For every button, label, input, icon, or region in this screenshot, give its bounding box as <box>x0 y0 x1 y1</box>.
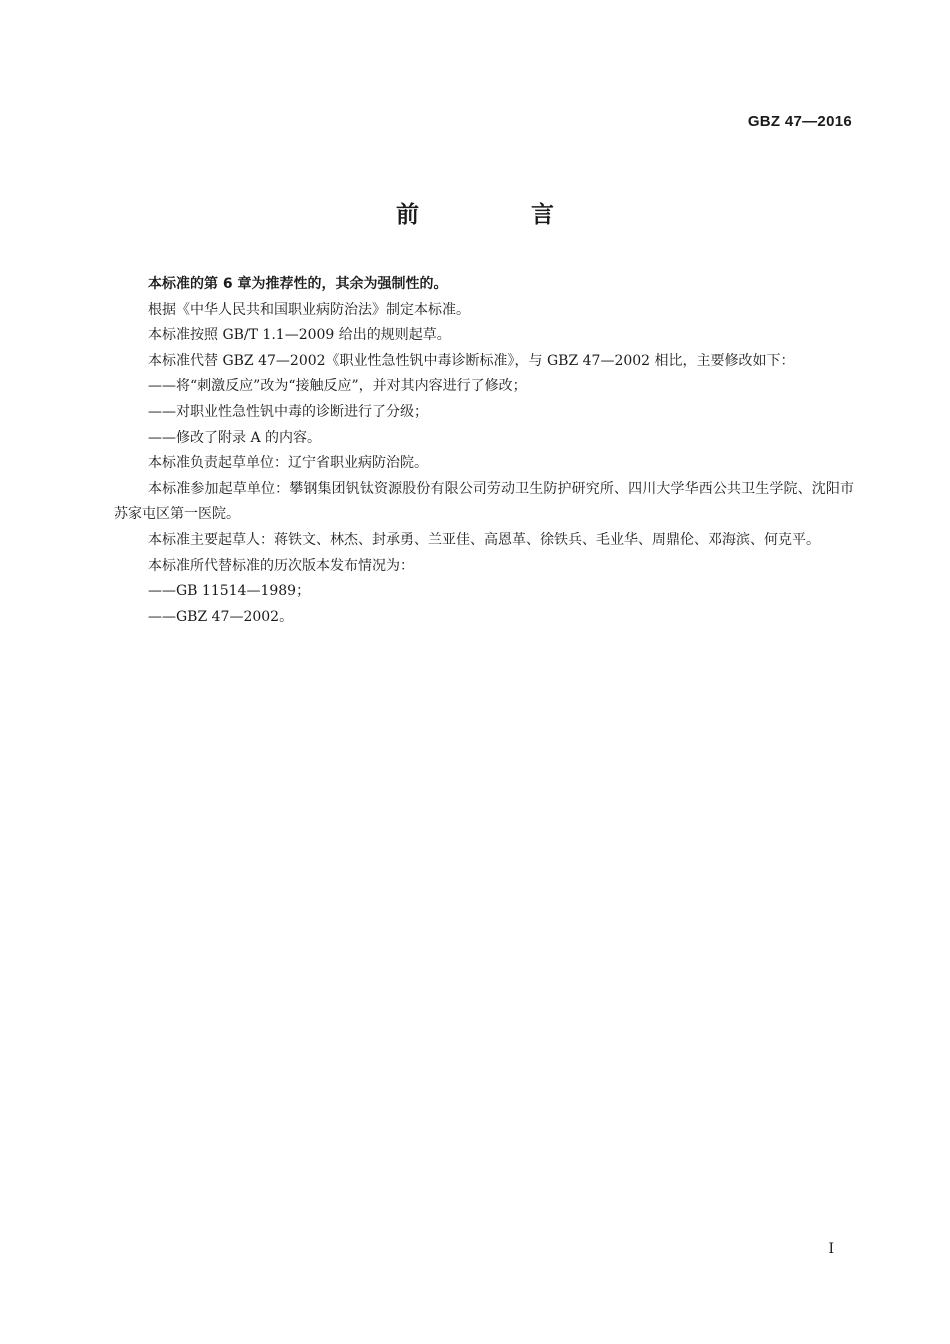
standard-code: GBZ 47—2016 <box>747 113 852 130</box>
page-number: I <box>828 1241 834 1257</box>
foreword-body <box>114 272 854 630</box>
paragraph-drafting-rules: 本标准按照 GB/T 1.1—2009 给出的规则起草。 <box>148 327 451 344</box>
paragraph-responsible-unit: 本标准负责起草单位：辽宁省职业病防治院。 <box>148 455 428 472</box>
list-item-version-1: ——GB 11514—1989； <box>148 583 311 600</box>
page-title: 前 言 <box>395 202 606 228</box>
paragraph-replacement: 本标准代替 GBZ 47—2002《职业性急性钒中毒诊断标准》，与 GBZ 47—2002 相比，主要修改如下： <box>148 352 795 369</box>
list-item-change-2: ——对职业性急性钒中毒的诊断进行了分级； <box>148 403 428 420</box>
paragraph-version-history: 本标准所代替标准的历次版本发布情况为： <box>148 557 414 574</box>
list-item-change-1: ——将“刺激反应”改为“接触反应”，并对其内容进行了修改； <box>148 378 527 395</box>
list-item-change-3: ——修改了附录 A 的内容。 <box>148 429 322 446</box>
paragraph-main-drafters: 本标准主要起草人：蒋铁文、林杰、封承勇、兰亚佳、高恩革、徐铁兵、毛业华、周鼎伦、邓海滨、何克平。 <box>148 531 820 548</box>
paragraph-participating-units: 本标准参加起草单位：攀钢集团钒钛资源股份有限公司劳动卫生防护研究所、四川大学华西公共卫生学院、沈阳市苏家屯区第一医院。 <box>114 480 854 523</box>
paragraph-normative-note: 本标准的第 6 章为推荐性的，其余为强制性的。 <box>148 276 448 292</box>
paragraph-legal-basis: 根据《中华人民共和国职业病防治法》制定本标准。 <box>148 301 470 318</box>
list-item-version-2: ——GBZ 47—2002。 <box>148 608 294 625</box>
